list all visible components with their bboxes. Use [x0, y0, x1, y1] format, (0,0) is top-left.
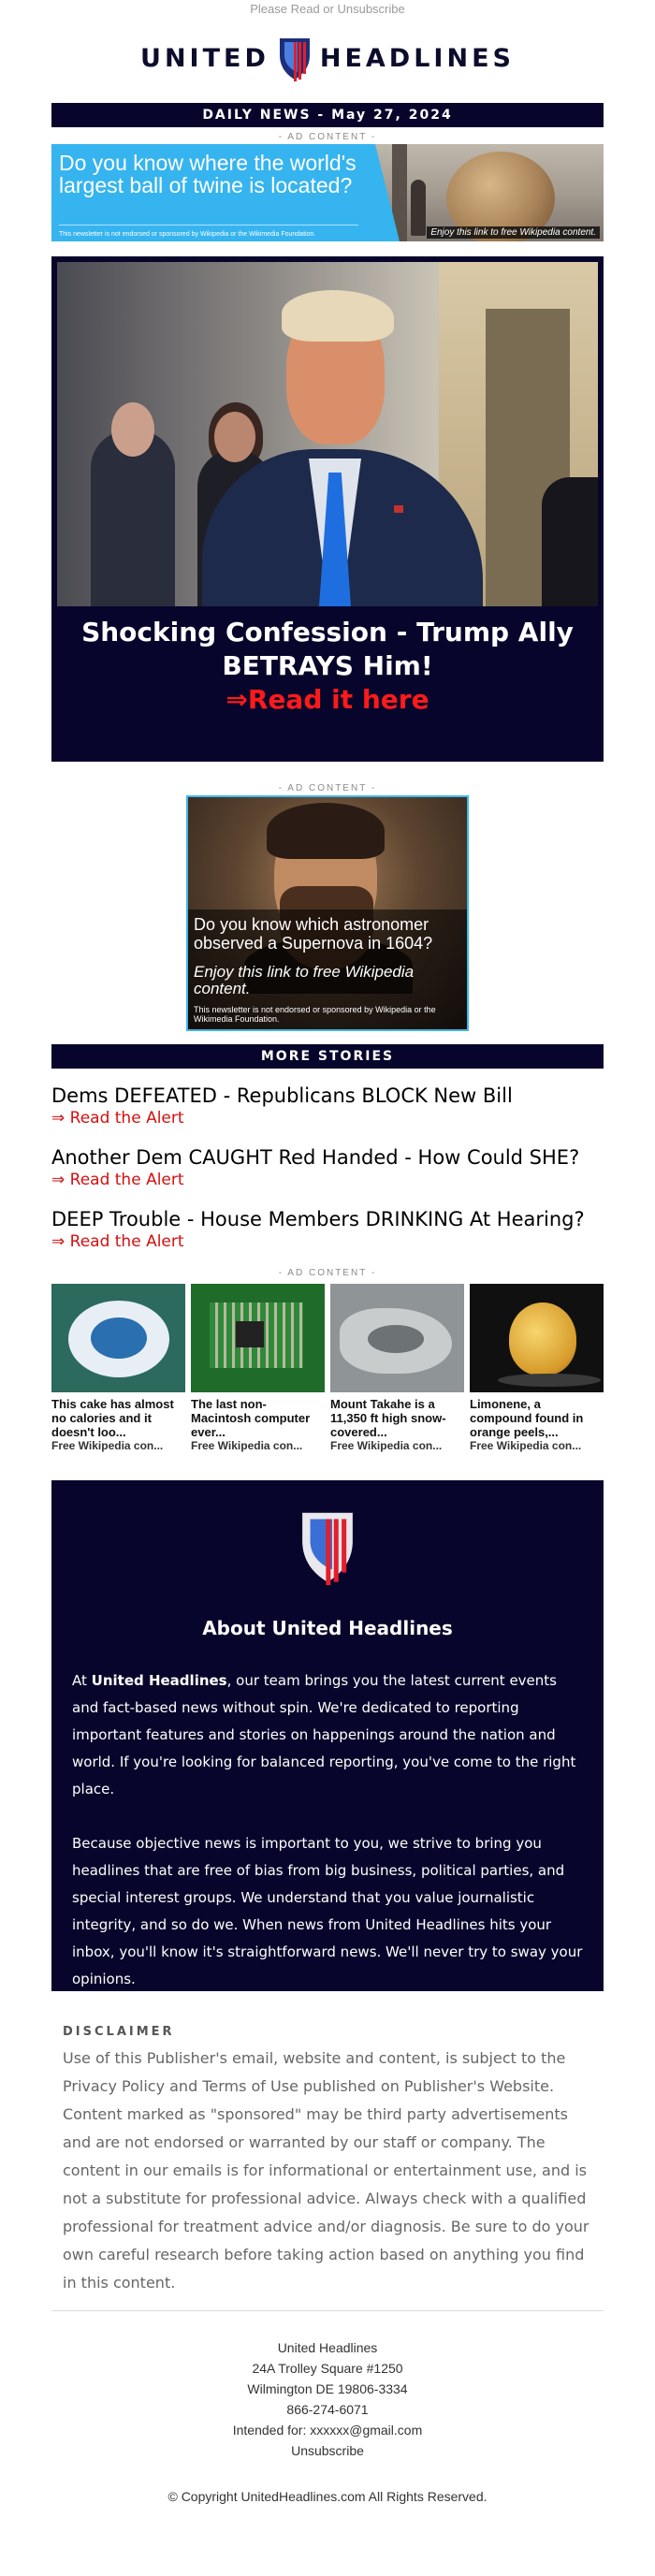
shield-logo-icon [277, 35, 313, 81]
story-read-link[interactable]: ⇒ Read the Alert [51, 1171, 184, 1189]
more-stories-bar: MORE STORIES [51, 1044, 604, 1069]
ad-label: - AD CONTENT - [278, 1268, 377, 1278]
story-title[interactable]: Another Dem CAUGHT Red Handed - How Could SHE? [51, 1146, 580, 1169]
card-source: Free Wikipedia con... [191, 1439, 303, 1452]
hero-read-link[interactable]: ⇒Read it here [226, 684, 429, 715]
copyright: © Copyright UnitedHeadlines.com All Rights Reserved. [167, 2489, 488, 2504]
card-image-cake[interactable] [51, 1284, 185, 1392]
hero-headline[interactable]: Shocking Confession - Trump Ally BETRAYS Him! [81, 617, 574, 681]
card-title[interactable]: The last non-Macintosh computer ever... [191, 1397, 311, 1439]
astro-ad-enjoy: Enjoy this link to free Wikipedia content. [194, 963, 415, 997]
footer-company: United Headlines [277, 2340, 378, 2355]
card-image-mountain[interactable] [330, 1284, 464, 1392]
ad-card[interactable] [191, 1284, 325, 1452]
twine-ad-caption: Enjoy this link to free Wikipedia content. [427, 226, 600, 239]
card-image-lemon[interactable] [470, 1284, 604, 1392]
top-note[interactable]: Please Read or Unsubscribe [250, 2, 405, 16]
hero-bg-person [91, 430, 175, 606]
twine-ad-question: Do you know where the world's largest ball of twine is located? [59, 151, 357, 197]
about-p1-pre: At [72, 1672, 92, 1689]
ad-card-grid [51, 1284, 604, 1452]
brand-left: UNITED [140, 43, 269, 73]
ad-label: - AD CONTENT - [278, 132, 377, 142]
card-image-circuit[interactable] [191, 1284, 325, 1392]
twine-ad-fine-print: This newsletter is not endorsed or sponsored by Wikipedia or the Wikimedia Foundation. [59, 231, 316, 238]
card-title[interactable]: This cake has almost no calories and it doesn't loo... [51, 1397, 174, 1439]
story-item[interactable] [51, 1207, 604, 1252]
ad-label: - AD CONTENT - [278, 783, 377, 793]
about-title: About United Headlines [202, 1617, 453, 1639]
about-p1-brand: United Headlines [91, 1672, 227, 1689]
astro-ad-question: Do you know which astronomer observed a Supernova in 1604? [194, 915, 433, 953]
footer [51, 2337, 604, 2461]
about-paragraph-2: Because objective news is important to you, we strive to bring you headlines that are free of bias from big business, political parties, and special interest groups. We understand that you value journalistic integrity, and so do we. When news from United Headlines hits your inbox, you'll know it's straightforward news. We'll never try to sway your opinions. [72, 1835, 583, 1987]
hero-bg-head-2 [214, 412, 255, 462]
about-p1-post: , our team brings you the latest current events and fact-based news without spin. We're dedicated to reporting important features and stories on happenings around the nation and world. If you're looking for balanced reporting, you've come to the right place. [72, 1672, 576, 1797]
photo-person [411, 180, 426, 236]
card-source: Free Wikipedia con... [51, 1439, 164, 1452]
shield-logo-icon [297, 1506, 358, 1585]
card-source: Free Wikipedia con... [330, 1439, 443, 1452]
ad-card[interactable] [330, 1284, 464, 1452]
divider [51, 2310, 604, 2311]
hero-bg-head [111, 402, 154, 457]
hero-lapel-pin [394, 505, 403, 513]
astro-hair [267, 803, 385, 859]
hero-image[interactable] [57, 262, 598, 606]
story-title[interactable]: DEEP Trouble - House Members DRINKING At Hearing? [51, 1208, 585, 1230]
card-title[interactable]: Limonene, a compound found in orange peels,... [470, 1397, 584, 1439]
ad-rule [59, 225, 358, 226]
brand-logo[interactable] [0, 21, 655, 95]
card-title[interactable]: Mount Takahe is a 11,350 ft high snow-covered... [330, 1397, 446, 1439]
card-source: Free Wikipedia con... [470, 1439, 582, 1452]
hero-story[interactable] [51, 256, 604, 762]
disclaimer-heading: DISCLAIMER [63, 2025, 175, 2039]
about-section [51, 1480, 604, 1991]
astro-ad-section [51, 782, 604, 1031]
ad-card[interactable] [470, 1284, 604, 1452]
story-item[interactable] [51, 1145, 604, 1190]
astro-ad-banner[interactable] [186, 795, 469, 1031]
hero-hair [282, 290, 394, 342]
story-read-link[interactable]: ⇒ Read the Alert [51, 1109, 184, 1128]
date-bar: DAILY NEWS - May 27, 2024 [51, 103, 604, 127]
about-logo [72, 1506, 583, 1591]
footer-phone: 866-274-6071 [286, 2402, 369, 2417]
footer-address-2: Wilmington DE 19806-3334 [247, 2381, 408, 2396]
ad-card[interactable] [51, 1284, 185, 1452]
unsubscribe-link[interactable]: Unsubscribe [291, 2443, 364, 2458]
stories-list [51, 1084, 604, 1252]
story-read-link[interactable]: ⇒ Read the Alert [51, 1232, 184, 1251]
brand-right: HEADLINES [319, 43, 515, 73]
disclaimer-section [51, 1991, 604, 2297]
hero-right-person [542, 477, 598, 606]
twine-ad-banner[interactable] [51, 144, 604, 241]
footer-address-1: 24A Trolley Square #1250 [252, 2361, 403, 2376]
hero-caption [57, 606, 598, 717]
story-title[interactable]: Dems DEFEATED - Republicans BLOCK New Bill [51, 1084, 513, 1107]
disclaimer-text: Use of this Publisher's email, website and content, is subject to the Privacy Policy and Terms of Use published on Publisher's Website. Content marked as "sponsored" may be third party advertisements and are not endorsed or warranted by our staff or company. The content in our emails is for informational or entertainment use, and is not a substitute for professional advice. Always check with a qualified professional for treatment advice and/or diagnosis. Be sure to do your own careful research before taking action based on anything you find in this content. [63, 2049, 590, 2292]
story-item[interactable] [51, 1084, 604, 1128]
footer-intended: Intended for: xxxxxx@gmail.com [232, 2423, 423, 2438]
astro-ad-fine-print: This newsletter is not endorsed or sponsored by Wikipedia or the Wikimedia Foundation. [194, 1005, 436, 1024]
about-paragraph-1 [72, 1667, 583, 1803]
